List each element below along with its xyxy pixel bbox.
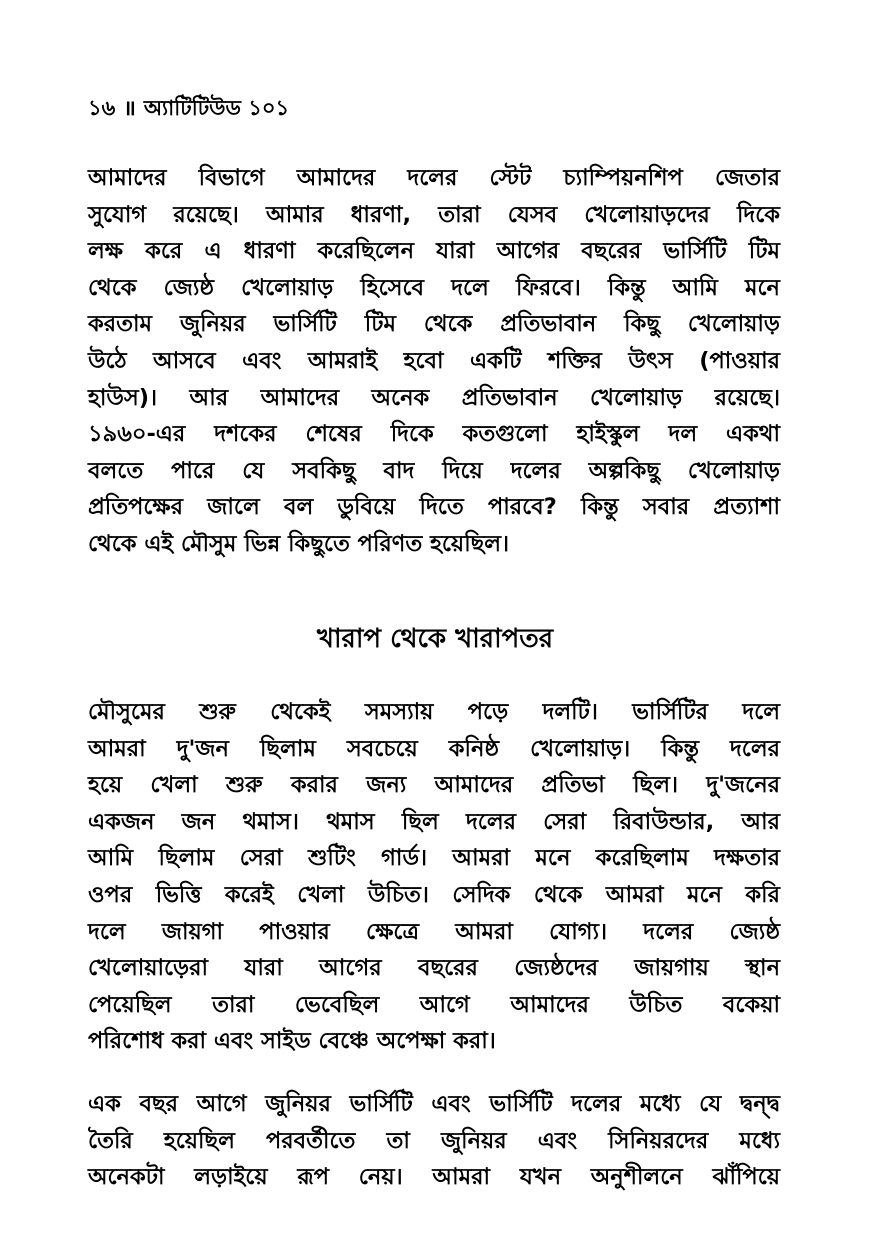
text-line: আমাদের বিভাগে আমাদের দলের স্টেট চ্যাম্পিয়নশিপ জেতার — [88, 165, 780, 191]
text-line: সুযোগ রয়েছে। আমার ধারণা, তারা যেসব খেলোয়াড়দের দিকে — [88, 201, 780, 228]
header-separator: ॥ — [123, 96, 136, 120]
text-line: দলে জায়গা পাওয়ার ক্ষেত্রে আমরা যোগ্য। দলের জ্যেষ্ঠ — [88, 918, 780, 945]
text-line: এক বছর আগে জুনিয়র ভার্সিটি এবং ভার্সিটি দলের মধ্যে যে দ্বন্দ্ব — [88, 1091, 780, 1117]
text-line: ওপর ভিত্তি করেই খেলা উচিত। সেদিক থেকে আমরা মনে করি — [88, 881, 780, 908]
text-line: তৈরি হয়েছিল পরবর্তীতে তা জুনিয়র এবং সিনিয়রদের মধ্যে — [88, 1127, 780, 1154]
text-line: ১৯৬০-এর দশকের শেষের দিকে কতগুলো হাইস্কুল দল একথা — [88, 421, 780, 448]
text-line: হাউস)। আর আমাদের অনেক প্রতিভাবান খেলোয়াড় রয়েছে। — [88, 384, 780, 411]
running-header — [88, 92, 289, 127]
text-line: লক্ষ করে এ ধারণা করেছিলেন যারা আগের বছরের ভার্সিটি টিম — [88, 238, 780, 265]
text-line: আমি ছিলাম সেরা শুটিং গার্ড। আমরা মনে করেছিলাম দক্ষতার — [88, 845, 780, 872]
text-line: পরিশোধ করা এবং সাইড বেঞ্চে অপেক্ষা করা। — [88, 1028, 496, 1055]
section-heading: খারাপ থেকে খারাপতর — [316, 624, 554, 654]
text-line: থেকে এই মৌসুম ভিন্ন কিছুতে পরিণত হয়েছিল। — [88, 530, 510, 557]
text-line: অনেকটা লড়াইয়ে রূপ নেয়। আমরা যখন অনুশীলনে ঝাঁপিয়ে — [88, 1164, 780, 1191]
body-paragraph-2 — [88, 694, 780, 1060]
page-number: ১৬ — [88, 96, 116, 120]
text-line: হয়ে খেলা শুরু করার জন্য আমাদের প্রতিভা ছিল। দু'জনের — [88, 772, 780, 799]
text-line: আমরা দু'জন ছিলাম সবচেয়ে কনিষ্ঠ খেলোয়াড়। কিন্তু দলের — [88, 735, 780, 762]
book-title: অ্যাটিটিউড ১০১ — [143, 96, 290, 120]
text-line: মৌসুমের শুরু থেকেই সমস্যায় পড়ে দলটি। ভার্সিটির দলে — [88, 699, 780, 725]
text-line: করতাম জুনিয়র ভার্সিটি টিম থেকে প্রতিভাবান কিছু খেলোয়াড় — [88, 311, 780, 338]
text-line: প্রতিপক্ষের জালে বল ডুবিয়ে দিতে পারবে? কিন্তু সবার প্রত্যাশা — [88, 494, 780, 521]
text-line: উঠে আসবে এবং আমরাই হবো একটি শক্তির উৎস (পাওয়ার — [88, 347, 780, 374]
text-line: পেয়েছিল তারা ভেবেছিল আগে আমাদের উচিত বকেয়া — [88, 991, 780, 1018]
text-line: খেলোয়াড়েরা যারা আগের বছরের জ্যেষ্ঠদের জায়গায় স্থান — [88, 955, 780, 982]
body-paragraph-1 — [88, 160, 780, 563]
body-paragraph-3 — [88, 1086, 780, 1196]
text-line: একজন জন থমাস। থমাস ছিল দলের সেরা রিবাউন্ডার, আর — [88, 808, 780, 835]
text-line: বলতে পারে যে সবকিছু বাদ দিয়ে দলের অল্পকিছু খেলোয়াড় — [88, 457, 780, 484]
text-line: থেকে জ্যেষ্ঠ খেলোয়াড় হিসেবে দলে ফিরবে। কিন্তু আমি মনে — [88, 274, 780, 301]
